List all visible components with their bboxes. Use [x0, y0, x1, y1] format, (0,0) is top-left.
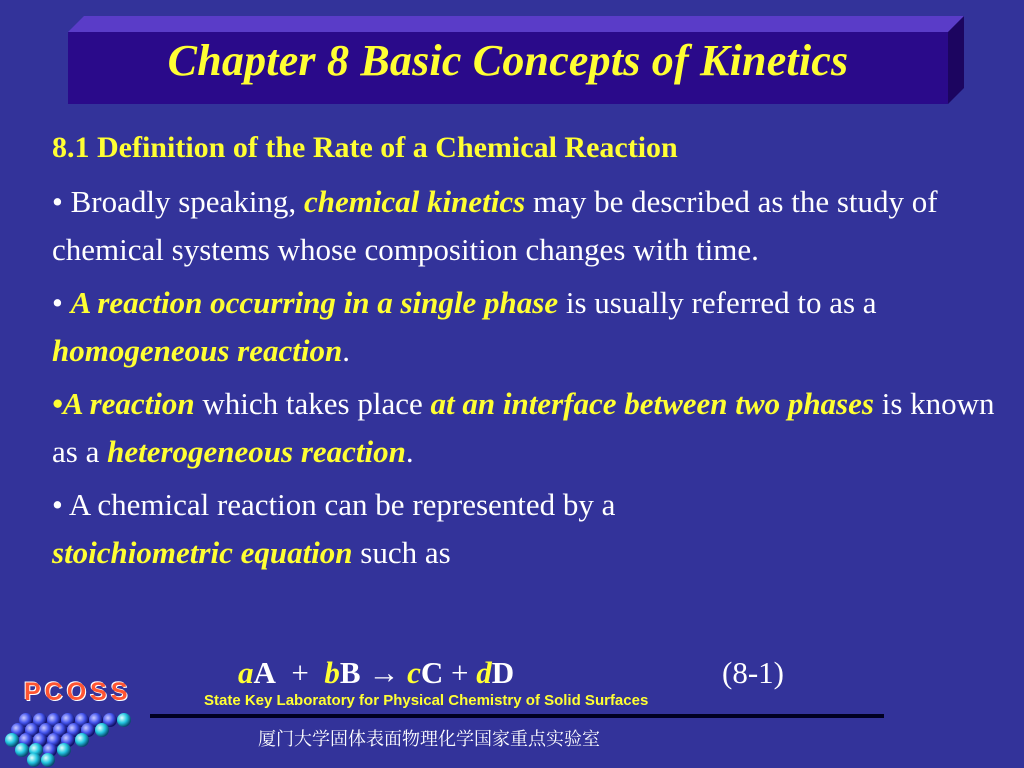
- pcoss-logo-text: PCOSS: [24, 678, 132, 706]
- stoichiometric-equation: [238, 655, 514, 691]
- paragraph-heterogeneous: [52, 380, 1002, 476]
- para-text: is usually referred to as a: [558, 285, 877, 320]
- para-text: which takes place: [194, 386, 431, 421]
- highlight-term: A reaction: [62, 386, 195, 421]
- para-text: is known as a: [52, 386, 995, 469]
- para-text: may be described as the study of chemical systems whose composition changes with time.: [52, 184, 938, 267]
- bullet: •: [52, 386, 63, 421]
- slide-title: Chapter 8 Basic Concepts of Kinetics: [167, 35, 849, 85]
- lab-name-chinese: 厦门大学固体表面物理化学国家重点实验室: [258, 729, 600, 750]
- highlight-term: heterogeneous reaction: [107, 434, 406, 469]
- plus-sign: +: [443, 655, 477, 690]
- paragraph-kinetics-definition: [52, 178, 1002, 274]
- para-text: Broadly speaking,: [70, 184, 304, 219]
- highlight-term: at an interface between two phases: [430, 386, 874, 421]
- coef-a: a: [238, 655, 254, 690]
- section-heading: 8.1 Definition of the Rate of a Chemical Reaction: [52, 131, 678, 164]
- bullet: •: [52, 487, 69, 522]
- para-text: such as: [352, 535, 451, 570]
- species-d: D: [491, 655, 515, 690]
- species-c: C: [420, 655, 444, 690]
- footer-divider: [150, 714, 884, 718]
- equation-number: (8-1): [722, 655, 784, 690]
- coef-c: c: [407, 655, 421, 690]
- highlight-term: A reaction occurring in a single phase: [70, 285, 559, 320]
- arrow-icon: →: [360, 655, 408, 690]
- highlight-term: homogeneous reaction: [52, 333, 343, 368]
- lab-name: State Key Laboratory for Physical Chemistry of Solid Surfaces: [204, 692, 649, 709]
- paragraph-homogeneous: [52, 279, 1002, 375]
- highlight-term: stoichiometric equation: [52, 535, 353, 570]
- para-text: A chemical reaction can be represented by a: [68, 487, 616, 522]
- coef-d: d: [476, 655, 492, 690]
- species-a: A: [253, 655, 276, 690]
- coef-b: b: [324, 655, 340, 690]
- species-b: B: [339, 655, 361, 690]
- bullet: •: [52, 184, 71, 219]
- paragraph-stoichiometric: [52, 481, 1002, 577]
- highlight-term: chemical kinetics: [303, 184, 526, 219]
- para-text: .: [342, 333, 350, 368]
- title-banner: [68, 16, 964, 104]
- bullet: •: [52, 285, 71, 320]
- slide-body: [52, 128, 1002, 582]
- plus-sign: +: [275, 655, 325, 690]
- para-text: .: [405, 434, 414, 469]
